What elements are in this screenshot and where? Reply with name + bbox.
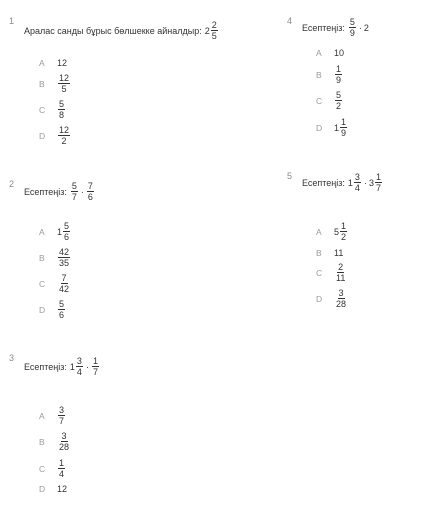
question-number: 3	[9, 353, 15, 363]
option-b[interactable]: B $\frac{42}{35}$	[39, 247, 70, 268]
fraction: $\frac{3}{7}$	[59, 405, 65, 426]
operator: ·	[358, 22, 362, 33]
fraction: $\frac{5}{7}$	[71, 181, 77, 202]
fraction: $\frac{5}{9}$	[349, 17, 355, 38]
fraction: $\frac{5}{6}$	[64, 221, 70, 242]
option-c[interactable]: C $\frac{1}{4}$	[39, 458, 65, 479]
fraction: $\frac{1}{2}$	[341, 221, 347, 242]
option-d[interactable]: D $\frac{12}{2}$	[39, 125, 70, 146]
option-a[interactable]: A 10	[316, 48, 345, 58]
option-c[interactable]: C $\frac{5}{2}$	[316, 90, 342, 111]
option-d[interactable]: D 12	[39, 484, 68, 494]
question-prompt: Есептеңіз: 1 $\frac{3}{4}$ · 3 $\frac{1}{7}$	[302, 172, 381, 193]
fraction: $\frac{1}{7}$	[92, 356, 98, 377]
option-c[interactable]: C $\frac{2}{11}$	[316, 262, 346, 283]
fraction: $\frac{3}{28}$	[336, 288, 347, 309]
prompt-text: Есептеңіз:	[302, 22, 345, 33]
fraction: $\frac{2}{5}$	[211, 20, 217, 41]
question-prompt	[24, 181, 95, 202]
option-a[interactable]: A 5 $\frac{1}{2}$	[316, 221, 347, 242]
fraction: $\frac{42}{35}$	[59, 247, 70, 268]
question-number: 1	[9, 16, 15, 26]
question-prompt: Есептеңіз: $\frac{5}{9}$ · 2	[302, 17, 369, 38]
option-a[interactable]: A 1 $\frac{5}{6}$	[39, 221, 70, 242]
operator: ·	[80, 186, 84, 197]
fraction: $\frac{3}{4}$	[76, 356, 82, 377]
fraction: $\frac{1}{9}$	[341, 117, 347, 138]
operator: ·	[85, 361, 89, 372]
fraction: $\frac{3}{28}$	[59, 431, 70, 452]
fraction: $\frac{1}{7}$	[375, 172, 381, 193]
option-c[interactable]: C $\frac{5}{8}$	[39, 99, 65, 120]
fraction: $\frac{7}{42}$	[59, 273, 70, 294]
prompt-text: Есептеңіз:	[24, 361, 67, 372]
question-number: 2	[9, 179, 15, 189]
operator: ·	[363, 177, 367, 188]
option-value: 12	[57, 484, 68, 494]
question-number: 5	[287, 171, 293, 181]
question-prompt: Есептеңіз: 1 $\frac{3}{4}$ · $\frac{1}{7}$	[24, 356, 98, 377]
question-prompt	[24, 20, 219, 41]
fraction: $\frac{5}{6}$	[59, 299, 65, 320]
whole-part: 2	[204, 25, 210, 36]
fraction: $\frac{5}{2}$	[336, 90, 342, 111]
fraction: $\frac{1}{4}$	[59, 458, 65, 479]
fraction: $\frac{1}{9}$	[336, 64, 342, 85]
prompt-text: Есептеңіз:	[302, 177, 345, 188]
prompt-text: Аралас санды бұрыс бөлшекке айналдыр:	[24, 25, 202, 36]
option-d[interactable]: D $\frac{5}{6}$	[39, 299, 65, 320]
fraction: $\frac{2}{11}$	[336, 262, 346, 283]
option-value: 10	[334, 48, 345, 58]
option-c[interactable]: C $\frac{7}{42}$	[39, 273, 70, 294]
fraction: $\frac{12}{5}$	[59, 73, 70, 94]
option-value: 12	[57, 58, 68, 68]
fraction: $\frac{3}{4}$	[354, 172, 360, 193]
fraction: $\frac{12}{2}$	[59, 125, 70, 146]
prompt-text: Есептеңіз:	[24, 186, 67, 197]
option-a[interactable]: A $\frac{3}{7}$	[39, 405, 65, 426]
option-a[interactable]: A 12	[39, 58, 68, 68]
fraction: $\frac{5}{8}$	[59, 99, 65, 120]
option-b[interactable]: B $\frac{12}{5}$	[39, 73, 70, 94]
option-d[interactable]: D $\frac{3}{28}$	[316, 288, 347, 309]
option-d[interactable]: D 1 $\frac{1}{9}$	[316, 117, 347, 138]
option-value: 11	[334, 248, 344, 258]
option-b[interactable]: B $\frac{1}{9}$	[316, 64, 342, 85]
question-number: 4	[287, 16, 293, 26]
option-b[interactable]: B 11	[316, 248, 344, 258]
fraction: $\frac{7}{6}$	[87, 181, 93, 202]
option-b[interactable]: B $\frac{3}{28}$	[39, 431, 70, 452]
